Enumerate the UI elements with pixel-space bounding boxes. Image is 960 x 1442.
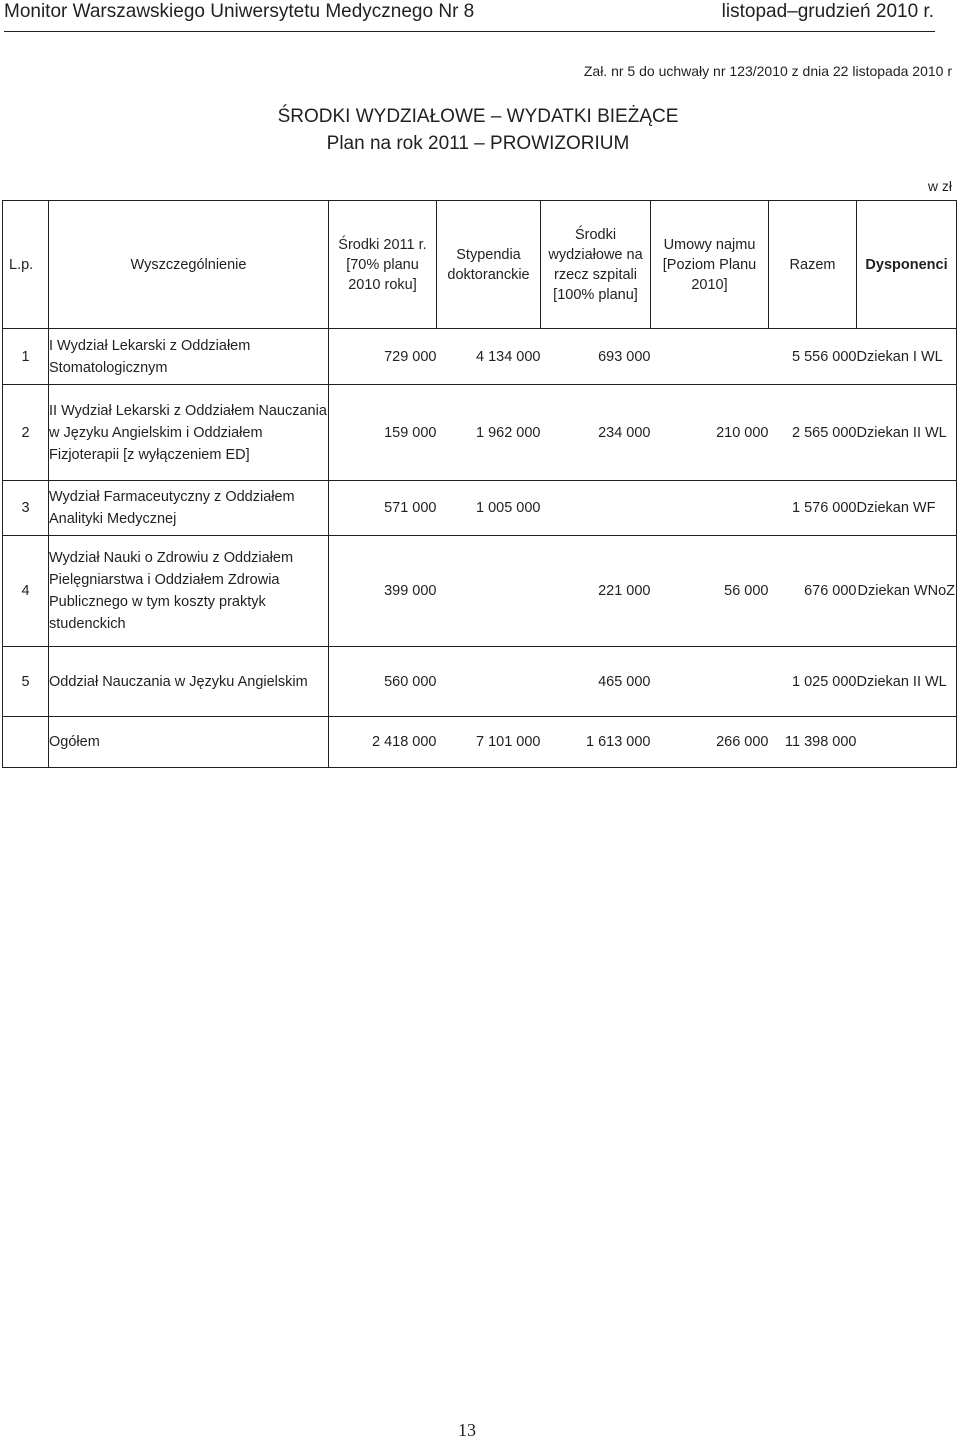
budget-table xyxy=(2,200,957,768)
total-lp-empty xyxy=(3,717,49,768)
total-srodki-2011: 2 418 000 xyxy=(329,717,437,768)
row-lp: 3 xyxy=(3,481,49,536)
total-label: Ogółem xyxy=(49,717,329,768)
row-srodki-2011: 399 000 xyxy=(329,536,437,647)
table-header-row xyxy=(3,201,957,329)
row-lp: 4 xyxy=(3,536,49,647)
document-title: ŚRODKI WYDZIAŁOWE – WYDATKI BIEŻĄCE xyxy=(277,106,679,127)
document-subtitle: Plan na rok 2011 – PROWIZORIUM xyxy=(326,133,630,154)
row-dysponent: Dziekan WF xyxy=(857,481,957,536)
row-umowy xyxy=(651,329,769,385)
total-stypendia: 7 101 000 xyxy=(437,717,541,768)
header-divider xyxy=(4,31,935,32)
publication-date: listopad–grudzień 2010 r. xyxy=(721,1,934,22)
row-razem: 1 025 000 xyxy=(769,647,857,717)
row-name: II Wydział Lekarski z Oddziałem Nauczania w Języku Angielskim i Oddziałem Fizjoterapii [z wyłączeniem ED] xyxy=(49,385,329,481)
currency-unit: w zł xyxy=(927,178,952,194)
table-row xyxy=(3,385,957,481)
row-lp: 2 xyxy=(3,385,49,481)
total-srodki-szpitale: 1 613 000 xyxy=(541,717,651,768)
row-razem: 5 556 000 xyxy=(769,329,857,385)
row-stypendia: 1 962 000 xyxy=(437,385,541,481)
column-header-srodki-2011: Środki 2011 r. [70% planu 2010 roku] xyxy=(329,201,437,329)
total-razem: 11 398 000 xyxy=(769,717,857,768)
column-header-umowy: Umowy najmu [Poziom Planu 2010] xyxy=(651,201,769,329)
row-srodki-2011: 571 000 xyxy=(329,481,437,536)
row-srodki-2011: 729 000 xyxy=(329,329,437,385)
row-srodki-szpitale: 221 000 xyxy=(541,536,651,647)
row-lp: 5 xyxy=(3,647,49,717)
column-header-stypendia: Stypendia doktoranckie xyxy=(437,201,541,329)
row-dysponent: Dziekan I WL xyxy=(857,329,957,385)
row-name: Oddział Nauczania w Języku Angielskim xyxy=(49,647,329,717)
row-srodki-szpitale: 693 000 xyxy=(541,329,651,385)
row-stypendia xyxy=(437,647,541,717)
row-name: Wydział Nauki o Zdrowiu z Oddziałem Pielęgniarstwa i Oddziałem Zdrowia Publicznego w tym koszty praktyk studenckich xyxy=(49,536,329,647)
row-umowy xyxy=(651,481,769,536)
row-srodki-szpitale: 465 000 xyxy=(541,647,651,717)
table-row xyxy=(3,647,957,717)
column-header-srodki-szpitale: Środki wydziałowe na rzecz szpitali [100% planu] xyxy=(541,201,651,329)
column-header-lp: L.p. xyxy=(3,201,49,329)
table-row xyxy=(3,329,957,385)
page-number: 13 xyxy=(458,1420,476,1440)
row-srodki-szpitale: 234 000 xyxy=(541,385,651,481)
row-dysponent: Dziekan WNoZ xyxy=(857,536,957,647)
row-razem: 676 000 xyxy=(769,536,857,647)
total-row xyxy=(3,717,957,768)
row-stypendia: 1 005 000 xyxy=(437,481,541,536)
attachment-note: Zał. nr 5 do uchwały nr 123/2010 z dnia 22 listopada 2010 r xyxy=(583,63,952,79)
row-razem: 2 565 000 xyxy=(769,385,857,481)
column-header-dysponenci: Dysponenci xyxy=(857,201,957,329)
row-umowy: 210 000 xyxy=(651,385,769,481)
row-umowy: 56 000 xyxy=(651,536,769,647)
publication-title: Monitor Warszawskiego Uniwersytetu Medycznego Nr 8 xyxy=(4,1,475,22)
column-header-name: Wyszczególnienie xyxy=(49,201,329,329)
row-name: Wydział Farmaceutyczny z Oddziałem Analityki Medycznej xyxy=(49,481,329,536)
row-dysponent: Dziekan II WL xyxy=(857,385,957,481)
row-dysponent: Dziekan II WL xyxy=(857,647,957,717)
row-srodki-2011: 159 000 xyxy=(329,385,437,481)
row-umowy xyxy=(651,647,769,717)
column-header-razem: Razem xyxy=(769,201,857,329)
row-srodki-szpitale xyxy=(541,481,651,536)
table-row xyxy=(3,481,957,536)
row-srodki-2011: 560 000 xyxy=(329,647,437,717)
row-stypendia xyxy=(437,536,541,647)
row-name: I Wydział Lekarski z Oddziałem Stomatologicznym xyxy=(49,329,329,385)
row-razem: 1 576 000 xyxy=(769,481,857,536)
total-dysponent-empty xyxy=(857,717,957,768)
row-stypendia: 4 134 000 xyxy=(437,329,541,385)
total-umowy: 266 000 xyxy=(651,717,769,768)
row-lp: 1 xyxy=(3,329,49,385)
table-row xyxy=(3,536,957,647)
